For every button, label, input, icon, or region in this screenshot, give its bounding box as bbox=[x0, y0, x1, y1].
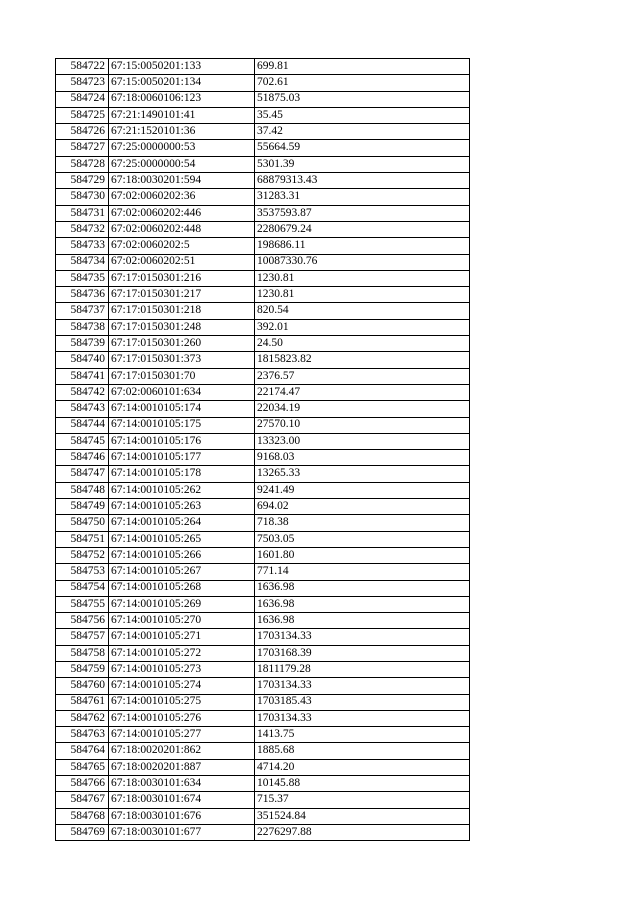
table-row bbox=[56, 515, 470, 531]
cadastral-number-cell: 67:18:0030101:676 bbox=[109, 808, 255, 824]
table-row bbox=[56, 629, 470, 645]
row-id-cell: 584759 bbox=[56, 661, 109, 677]
value-cell: 351524.84 bbox=[255, 808, 470, 824]
data-table-body bbox=[56, 59, 470, 841]
value-cell: 1703134.33 bbox=[255, 710, 470, 726]
cadastral-number-cell: 67:14:0010105:268 bbox=[109, 580, 255, 596]
value-cell: 1703185.43 bbox=[255, 694, 470, 710]
row-id-cell: 584736 bbox=[56, 287, 109, 303]
cadastral-number-cell: 67:15:0050201:134 bbox=[109, 75, 255, 91]
row-id-cell: 584749 bbox=[56, 499, 109, 515]
value-cell: 10145.88 bbox=[255, 776, 470, 792]
row-id-cell: 584745 bbox=[56, 433, 109, 449]
value-cell: 771.14 bbox=[255, 564, 470, 580]
value-cell: 13323.00 bbox=[255, 433, 470, 449]
table-row bbox=[56, 466, 470, 482]
cadastral-number-cell: 67:17:0150301:260 bbox=[109, 336, 255, 352]
cadastral-number-cell: 67:14:0010105:275 bbox=[109, 694, 255, 710]
value-cell: 1636.98 bbox=[255, 580, 470, 596]
value-cell: 37.42 bbox=[255, 124, 470, 140]
cadastral-number-cell: 67:25:0000000:54 bbox=[109, 156, 255, 172]
value-cell: 1811179.28 bbox=[255, 661, 470, 677]
cadastral-number-cell: 67:14:0010105:264 bbox=[109, 515, 255, 531]
table-row bbox=[56, 645, 470, 661]
row-id-cell: 584758 bbox=[56, 645, 109, 661]
cadastral-number-cell: 67:02:0060202:36 bbox=[109, 189, 255, 205]
row-id-cell: 584726 bbox=[56, 124, 109, 140]
value-cell: 1885.68 bbox=[255, 743, 470, 759]
value-cell: 22034.19 bbox=[255, 401, 470, 417]
row-id-cell: 584748 bbox=[56, 482, 109, 498]
cadastral-number-cell: 67:14:0010105:266 bbox=[109, 547, 255, 563]
cadastral-number-cell: 67:14:0010105:271 bbox=[109, 629, 255, 645]
table-row bbox=[56, 694, 470, 710]
row-id-cell: 584766 bbox=[56, 776, 109, 792]
table-row bbox=[56, 303, 470, 319]
row-id-cell: 584750 bbox=[56, 515, 109, 531]
cadastral-number-cell: 67:14:0010105:274 bbox=[109, 678, 255, 694]
value-cell: 24.50 bbox=[255, 336, 470, 352]
value-cell: 718.38 bbox=[255, 515, 470, 531]
row-id-cell: 584768 bbox=[56, 808, 109, 824]
row-id-cell: 584752 bbox=[56, 547, 109, 563]
row-id-cell: 584769 bbox=[56, 824, 109, 840]
table-row bbox=[56, 824, 470, 840]
value-cell: 1230.81 bbox=[255, 287, 470, 303]
row-id-cell: 584761 bbox=[56, 694, 109, 710]
table-row bbox=[56, 433, 470, 449]
value-cell: 1703168.39 bbox=[255, 645, 470, 661]
cadastral-number-cell: 67:14:0010105:269 bbox=[109, 596, 255, 612]
row-id-cell: 584730 bbox=[56, 189, 109, 205]
cadastral-number-cell: 67:18:0060106:123 bbox=[109, 91, 255, 107]
cadastral-number-cell: 67:14:0010105:174 bbox=[109, 401, 255, 417]
cadastral-number-cell: 67:02:0060202:51 bbox=[109, 254, 255, 270]
value-cell: 4714.20 bbox=[255, 759, 470, 775]
table-row bbox=[56, 319, 470, 335]
table-row bbox=[56, 91, 470, 107]
value-cell: 22174.47 bbox=[255, 384, 470, 400]
cadastral-number-cell: 67:17:0150301:218 bbox=[109, 303, 255, 319]
row-id-cell: 584741 bbox=[56, 368, 109, 384]
table-row bbox=[56, 173, 470, 189]
table-row bbox=[56, 156, 470, 172]
cadastral-number-cell: 67:18:0020201:862 bbox=[109, 743, 255, 759]
cadastral-number-cell: 67:14:0010105:270 bbox=[109, 613, 255, 629]
table-row bbox=[56, 450, 470, 466]
value-cell: 7503.05 bbox=[255, 531, 470, 547]
row-id-cell: 584738 bbox=[56, 319, 109, 335]
table-row bbox=[56, 792, 470, 808]
row-id-cell: 584733 bbox=[56, 238, 109, 254]
row-id-cell: 584757 bbox=[56, 629, 109, 645]
table-row bbox=[56, 759, 470, 775]
table-row bbox=[56, 352, 470, 368]
table-row bbox=[56, 336, 470, 352]
row-id-cell: 584724 bbox=[56, 91, 109, 107]
data-table bbox=[55, 58, 470, 841]
cadastral-number-cell: 67:18:0020201:887 bbox=[109, 759, 255, 775]
value-cell: 3537593.87 bbox=[255, 205, 470, 221]
cadastral-number-cell: 67:14:0010105:277 bbox=[109, 727, 255, 743]
table-row bbox=[56, 221, 470, 237]
row-id-cell: 584765 bbox=[56, 759, 109, 775]
cadastral-number-cell: 67:14:0010105:272 bbox=[109, 645, 255, 661]
cadastral-number-cell: 67:18:0030101:677 bbox=[109, 824, 255, 840]
row-id-cell: 584727 bbox=[56, 140, 109, 156]
row-id-cell: 584762 bbox=[56, 710, 109, 726]
row-id-cell: 584732 bbox=[56, 221, 109, 237]
row-id-cell: 584737 bbox=[56, 303, 109, 319]
row-id-cell: 584740 bbox=[56, 352, 109, 368]
value-cell: 715.37 bbox=[255, 792, 470, 808]
cadastral-number-cell: 67:14:0010105:263 bbox=[109, 499, 255, 515]
value-cell: 31283.31 bbox=[255, 189, 470, 205]
table-row bbox=[56, 140, 470, 156]
cadastral-number-cell: 67:02:0060202:448 bbox=[109, 221, 255, 237]
value-cell: 51875.03 bbox=[255, 91, 470, 107]
cadastral-number-cell: 67:25:0000000:53 bbox=[109, 140, 255, 156]
value-cell: 1601.80 bbox=[255, 547, 470, 563]
cadastral-number-cell: 67:14:0010105:267 bbox=[109, 564, 255, 580]
table-row bbox=[56, 661, 470, 677]
cadastral-number-cell: 67:02:0060202:446 bbox=[109, 205, 255, 221]
row-id-cell: 584731 bbox=[56, 205, 109, 221]
row-id-cell: 584729 bbox=[56, 173, 109, 189]
value-cell: 2280679.24 bbox=[255, 221, 470, 237]
value-cell: 2376.57 bbox=[255, 368, 470, 384]
cadastral-number-cell: 67:14:0010105:178 bbox=[109, 466, 255, 482]
cadastral-number-cell: 67:21:1490101:41 bbox=[109, 107, 255, 123]
row-id-cell: 584723 bbox=[56, 75, 109, 91]
table-row bbox=[56, 531, 470, 547]
cadastral-number-cell: 67:21:1520101:36 bbox=[109, 124, 255, 140]
cadastral-number-cell: 67:14:0010105:177 bbox=[109, 450, 255, 466]
cadastral-number-cell: 67:17:0150301:373 bbox=[109, 352, 255, 368]
table-row bbox=[56, 238, 470, 254]
table-row bbox=[56, 205, 470, 221]
row-id-cell: 584735 bbox=[56, 270, 109, 286]
table-row bbox=[56, 808, 470, 824]
row-id-cell: 584746 bbox=[56, 450, 109, 466]
row-id-cell: 584747 bbox=[56, 466, 109, 482]
row-id-cell: 584725 bbox=[56, 107, 109, 123]
table-row bbox=[56, 107, 470, 123]
value-cell: 1815823.82 bbox=[255, 352, 470, 368]
table-row bbox=[56, 727, 470, 743]
value-cell: 702.61 bbox=[255, 75, 470, 91]
cadastral-number-cell: 67:17:0150301:70 bbox=[109, 368, 255, 384]
row-id-cell: 584767 bbox=[56, 792, 109, 808]
value-cell: 35.45 bbox=[255, 107, 470, 123]
cadastral-number-cell: 67:14:0010105:276 bbox=[109, 710, 255, 726]
row-id-cell: 584755 bbox=[56, 596, 109, 612]
table-row bbox=[56, 417, 470, 433]
value-cell: 55664.59 bbox=[255, 140, 470, 156]
row-id-cell: 584722 bbox=[56, 59, 109, 75]
row-id-cell: 584756 bbox=[56, 613, 109, 629]
row-id-cell: 584760 bbox=[56, 678, 109, 694]
row-id-cell: 584743 bbox=[56, 401, 109, 417]
value-cell: 820.54 bbox=[255, 303, 470, 319]
value-cell: 27570.10 bbox=[255, 417, 470, 433]
cadastral-number-cell: 67:02:0060101:634 bbox=[109, 384, 255, 400]
table-row bbox=[56, 499, 470, 515]
value-cell: 694.02 bbox=[255, 499, 470, 515]
table-row bbox=[56, 710, 470, 726]
row-id-cell: 584734 bbox=[56, 254, 109, 270]
table-row bbox=[56, 482, 470, 498]
table-row bbox=[56, 401, 470, 417]
table-row bbox=[56, 743, 470, 759]
table-row bbox=[56, 776, 470, 792]
cadastral-number-cell: 67:14:0010105:265 bbox=[109, 531, 255, 547]
cadastral-number-cell: 67:14:0010105:175 bbox=[109, 417, 255, 433]
row-id-cell: 584754 bbox=[56, 580, 109, 596]
value-cell: 9168.03 bbox=[255, 450, 470, 466]
table-row bbox=[56, 564, 470, 580]
value-cell: 68879313.43 bbox=[255, 173, 470, 189]
cadastral-number-cell: 67:18:0030201:594 bbox=[109, 173, 255, 189]
cadastral-number-cell: 67:14:0010105:273 bbox=[109, 661, 255, 677]
table-row bbox=[56, 613, 470, 629]
value-cell: 392.01 bbox=[255, 319, 470, 335]
table-row bbox=[56, 547, 470, 563]
row-id-cell: 584763 bbox=[56, 727, 109, 743]
value-cell: 13265.33 bbox=[255, 466, 470, 482]
value-cell: 699.81 bbox=[255, 59, 470, 75]
value-cell: 1703134.33 bbox=[255, 629, 470, 645]
value-cell: 1636.98 bbox=[255, 596, 470, 612]
table-row bbox=[56, 75, 470, 91]
table-row bbox=[56, 596, 470, 612]
value-cell: 1230.81 bbox=[255, 270, 470, 286]
row-id-cell: 584764 bbox=[56, 743, 109, 759]
value-cell: 5301.39 bbox=[255, 156, 470, 172]
value-cell: 2276297.88 bbox=[255, 824, 470, 840]
cadastral-number-cell: 67:18:0030101:674 bbox=[109, 792, 255, 808]
table-row bbox=[56, 270, 470, 286]
value-cell: 1636.98 bbox=[255, 613, 470, 629]
table-row bbox=[56, 189, 470, 205]
table-row bbox=[56, 384, 470, 400]
cadastral-number-cell: 67:15:0050201:133 bbox=[109, 59, 255, 75]
table-row bbox=[56, 287, 470, 303]
value-cell: 1703134.33 bbox=[255, 678, 470, 694]
cadastral-number-cell: 67:17:0150301:217 bbox=[109, 287, 255, 303]
cadastral-number-cell: 67:14:0010105:262 bbox=[109, 482, 255, 498]
table-row bbox=[56, 124, 470, 140]
row-id-cell: 584751 bbox=[56, 531, 109, 547]
cadastral-number-cell: 67:14:0010105:176 bbox=[109, 433, 255, 449]
value-cell: 198686.11 bbox=[255, 238, 470, 254]
row-id-cell: 584744 bbox=[56, 417, 109, 433]
value-cell: 1413.75 bbox=[255, 727, 470, 743]
cadastral-number-cell: 67:02:0060202:5 bbox=[109, 238, 255, 254]
table-row bbox=[56, 580, 470, 596]
row-id-cell: 584739 bbox=[56, 336, 109, 352]
cadastral-number-cell: 67:18:0030101:634 bbox=[109, 776, 255, 792]
cadastral-number-cell: 67:17:0150301:248 bbox=[109, 319, 255, 335]
table-row bbox=[56, 254, 470, 270]
row-id-cell: 584728 bbox=[56, 156, 109, 172]
table-row bbox=[56, 678, 470, 694]
row-id-cell: 584753 bbox=[56, 564, 109, 580]
value-cell: 10087330.76 bbox=[255, 254, 470, 270]
value-cell: 9241.49 bbox=[255, 482, 470, 498]
table-row bbox=[56, 59, 470, 75]
cadastral-number-cell: 67:17:0150301:216 bbox=[109, 270, 255, 286]
table-row bbox=[56, 368, 470, 384]
row-id-cell: 584742 bbox=[56, 384, 109, 400]
